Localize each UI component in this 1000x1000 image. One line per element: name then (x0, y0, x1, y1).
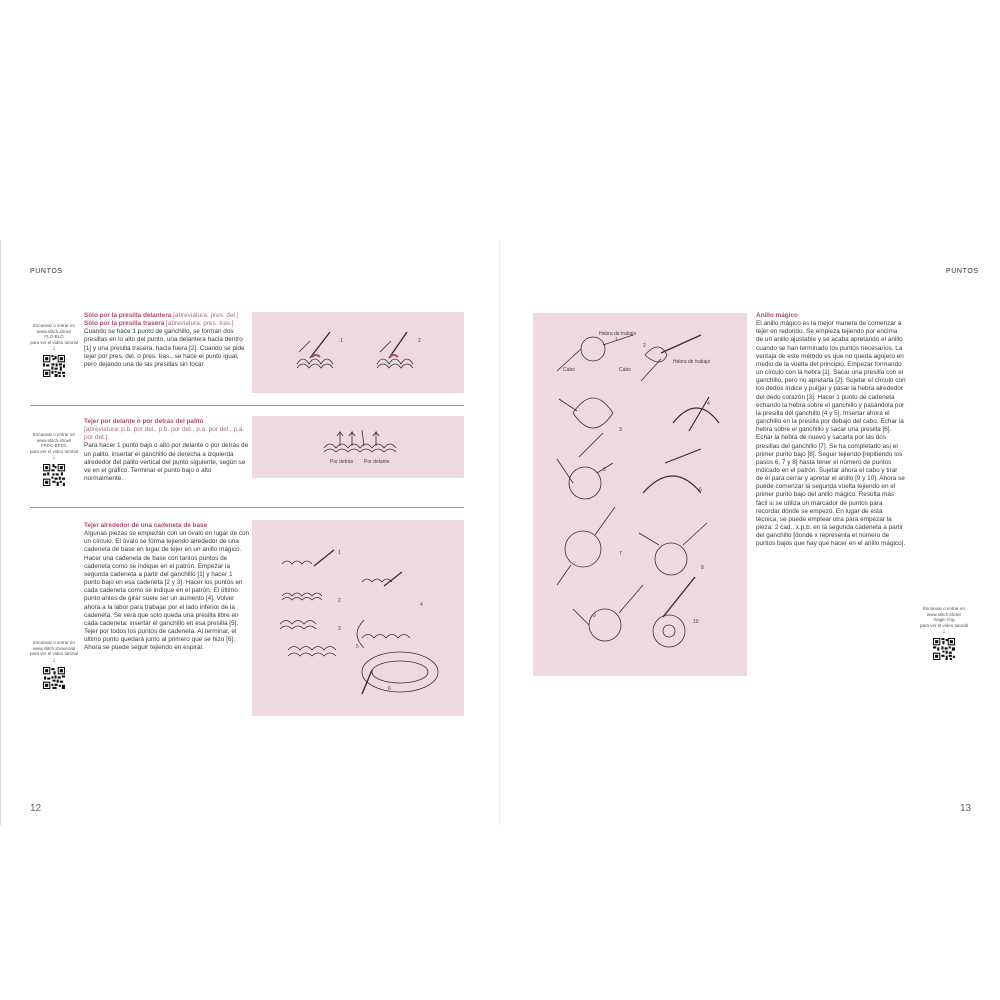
crochet-loops-illustration (252, 312, 464, 393)
ring-step-5: 5 (603, 467, 606, 473)
oval-step-4: 4 (420, 602, 423, 608)
down-arrow-icon: ↓ (942, 628, 946, 636)
figure-panel-magic-ring (533, 313, 747, 676)
label-working-yarn-1: Hebra de trabajo (599, 331, 637, 337)
qr-block-oval (28, 640, 80, 689)
qr-caption: Escanear o entrar en www.stitch.show/ FLO-BLO para ver el video tutorial (29, 323, 79, 345)
qr-caption: Escanear o entrar en www.stitch.show/ magic-ring para ver el video tutorial (919, 606, 969, 628)
heading-back-loop: Solo por la presilla trasera (84, 320, 165, 328)
qr-block-flo-blo (28, 323, 80, 377)
body-text: El anillo mágico es la mejor manera de comenzar a tejer en redondo. Se empieza tejiendo por encima de un anillo ajustable y se acaba apretando el anillo cuando se han terminado los puntos necesarios. La ventaja de este método es que no queda agujero en medio de la vuelta del principio. Empezar formando un círculo con la hebra [1]. Sacar una presilla con el ganchillo, pero no apretarla [2]. Sujetar el círculo con los dedos índice y pulgar y pasar la hebra alrededor del dedo corazón [3]. Hacer 1 punto de cadeneta echando la hebra sobre el ganchillo y pasándola por la presilla del ganchillo [4 y 5]. Insertar ahora el ganchillo en la presilla por debajo del cabo. Echar la hebra sobre el ganchillo y sacar una presilla [6]. Echar la hebra de nuevo y sacarla por las dos presillas del ganchillo [7]. Se ha completado así el primer punto bajo [8]. Seguir tejiendo [repitiendo los pasos 6, 7 y 8] hasta tener el número de puntos indicado en el patrón. Sujetar ahora el cabo y tirar de él para cerrar y apretar el anillo [9 y 10]. Ahora se puede comenzar la segunda vuelta tejiendo en el primer punto bajo del anillo mágico. Resulta más fácil si se utiliza un marcador de puntos para recordar dónde se empezó. En lugar de esta técnica, se puede emplear otra para empezar la pieza: 2 cad., x.p.b. en la segunda cadeneta a partir del ganchillo [donde x representa el número de puntos bajos que hay que hacer en el anillo mágico]. (756, 320, 906, 548)
qr-caption: Escanear o entrar en www.stitch.show/oval para ver el video tutorial (29, 640, 79, 657)
label-working-yarn-2: Hebra de trabajo (673, 359, 711, 365)
section-front-back-loop (84, 312, 250, 369)
page-number-right: 13 (960, 803, 972, 814)
running-head-left: PUNTOS (30, 268, 63, 275)
section-post-stitch (84, 418, 250, 483)
label-tail-1: Cabo (563, 367, 575, 373)
oval-step-6: 6 (388, 686, 391, 692)
ring-step-1: 1 (615, 337, 618, 343)
figure-panel-post-stitch (252, 416, 464, 478)
heading-post-stitch: Tejer por delante o por detrás del palito (84, 418, 204, 425)
ring-step-8: 8 (701, 565, 704, 571)
oval-chain-illustration (252, 520, 464, 716)
ring-step-6: 6 (699, 487, 702, 493)
book-gutter (499, 240, 501, 825)
down-arrow-icon: ↓ (52, 454, 56, 462)
figure-label-1: 1 (340, 338, 343, 344)
ring-step-2: 2 (643, 343, 646, 349)
oval-step-3: 3 (338, 626, 341, 632)
qr-block-fpdc-bpdc (28, 432, 80, 486)
heading-front-loop: Solo por la presilla delantera (84, 312, 172, 319)
qr-code-icon[interactable] (43, 355, 65, 377)
qr-code-icon[interactable] (43, 667, 65, 689)
heading-oval: Tejer alrededor de una cadeneta de base (84, 522, 208, 529)
abbr-back-loop: [abreviatura: pres. tras.] (164, 320, 234, 328)
section-oval (84, 522, 250, 653)
body-text: Cuando se hace 1 punto de ganchillo, se forman dos presillas en lo alto del punto, una delantera hacia dentro [1] y una presilla trasera, hacia fuera [2]. Cuando se pide tejer por pres. del. o pres. tras., se hace el punto igual, pero dejando una de las presillas sin tocar. (84, 328, 245, 368)
body-text: Para hacer 1 punto bajo o alto por delante o por detrás de un palito, insertar el ganchillo de derecha a izquierda alrededor del palito vertical del punto siguiente, según se ve en el gráfico. Terminar el punto bajo o alto normalmente. (84, 442, 249, 483)
page-number-left: 12 (30, 803, 42, 814)
label-behind: Por detrás (330, 459, 354, 465)
section-divider (30, 405, 464, 406)
ring-step-9: 9 (593, 613, 596, 619)
qr-code-icon[interactable] (933, 638, 955, 660)
body-text: Algunas piezas se empiezan con un óvalo en lugar de con un círculo. El óvalo se forma tejiendo alrededor de una cadeneta de base en lugar de tejer en un anillo mágico. Hacer una cadeneta de base con tantos puntos de cadeneta como se indique en el patrón. Empezar la segunda cadeneta a partir del ganchillo [1] y hacer 1 punto bajo en esa cadeneta [2 y 3]. Hacer los puntos en cada cadeneta como se indique en el patrón. El último punto antes de girar suele ser un aumento [4]. Volver ahora a la labor para trabajar por el lado inferior de la cadeneta. Se verá que solo queda una presilla libre en cada cadeneta: insertar el ganchillo en esa presilla [5]. Tejer por todos los puntos de cadeneta. Al terminar, el último punto quedará junto al primero que se hizo [6]. Ahora se puede seguir tejiendo en espiral. (84, 530, 250, 652)
label-tail-2: Cabo (619, 367, 631, 373)
label-front: Por delante (364, 459, 390, 465)
running-head-right: PUNTOS (946, 268, 979, 275)
ring-step-3: 3 (619, 427, 622, 433)
ring-step-4: 4 (707, 401, 710, 407)
qr-block-magic-ring (918, 606, 970, 660)
down-arrow-icon: ↓ (52, 345, 56, 353)
oval-step-1: 1 (338, 550, 341, 556)
qr-code-icon[interactable] (43, 464, 65, 486)
qr-caption: Escanear o entrar en www.stitch.show/ FPDC-BPDC para ver el video tutorial (29, 432, 79, 454)
oval-step-2: 2 (338, 598, 341, 604)
section-magic-ring (756, 312, 906, 549)
oval-step-5: 5 (356, 644, 359, 650)
abbr-post-stitch: [abreviatura: p.b. por del., p.b. por det., p.a. por del., p.a. por det.] (84, 426, 245, 442)
figure-panel-loops (252, 312, 464, 393)
heading-magic-ring: Anillo mágico (756, 312, 798, 319)
ring-step-7: 7 (619, 551, 622, 557)
down-arrow-icon: ↓ (52, 656, 56, 664)
post-stitch-illustration (252, 416, 464, 478)
figure-panel-oval (252, 520, 464, 716)
section-divider (30, 507, 464, 508)
abbr-front-loop: [abreviatura: pres. del.] (171, 312, 239, 319)
ring-step-10: 10 (693, 619, 699, 625)
figure-label-2: 2 (418, 338, 421, 344)
magic-ring-illustration (533, 313, 747, 676)
